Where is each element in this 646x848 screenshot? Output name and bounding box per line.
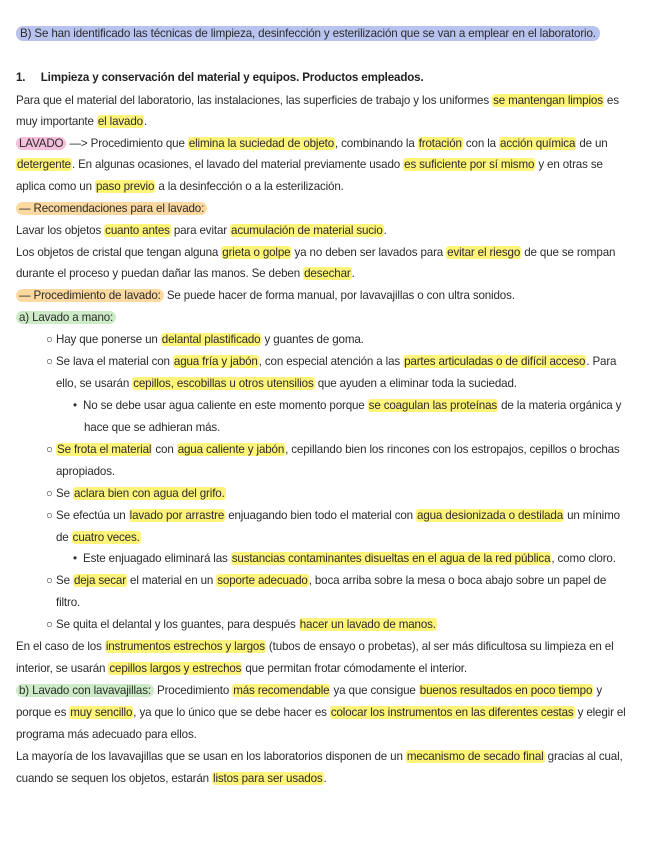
text-segment: ya que consigue xyxy=(330,684,419,697)
text-segment: aplica como un xyxy=(16,180,95,193)
lavado-term: LAVADO xyxy=(16,137,66,150)
highlighted-text: deja secar xyxy=(73,574,126,587)
text-segment: que permitan frotar cómodamente el interior. xyxy=(242,662,467,675)
highlighted-text: cuanto antes xyxy=(105,224,170,237)
text-segment: , ya que lo único que se debe hacer es xyxy=(133,706,330,719)
highlighted-text: acción química xyxy=(500,137,576,150)
list-item-continuation xyxy=(56,595,632,610)
highlighted-text: colocar los instrumentos en las diferentes cestas xyxy=(330,706,574,719)
text-segment: de que se rompan xyxy=(521,246,616,259)
highlighted-text: el lavado xyxy=(97,115,143,128)
text-segment: , con especial atención a las xyxy=(258,355,404,368)
highlighted-text: agua fría y jabón xyxy=(173,355,258,368)
list-item xyxy=(46,573,632,588)
paragraph-line xyxy=(16,179,632,194)
paragraph-line xyxy=(16,223,632,238)
paragraph-line xyxy=(16,727,632,742)
text-segment: a la desinfección o a la esterilización. xyxy=(155,180,344,193)
highlighted-text: listos para ser usados xyxy=(213,772,323,785)
text-segment: La mayoría de los lavavajillas que se usan en los laboratorios disponen de un xyxy=(16,750,406,763)
circle-bullet-icon: ○ xyxy=(46,443,53,456)
highlighted-text: paso previo xyxy=(95,180,155,193)
text-segment: de la materia orgánica y xyxy=(498,399,622,412)
criterion-heading xyxy=(16,26,632,41)
text-segment: — Procedimiento de lavado: xyxy=(16,289,164,302)
highlighted-text: delantal plastificado xyxy=(161,333,261,346)
text-segment: durante el proceso y puedan dañar las manos. Se deben xyxy=(16,267,304,280)
text-segment: . xyxy=(351,267,355,280)
manual-wash-heading xyxy=(16,310,632,325)
text-segment: para evitar xyxy=(170,224,231,237)
highlighted-text: frotación xyxy=(418,137,462,150)
highlighted-text: aclara bien con agua del grifo. xyxy=(73,487,225,500)
highlighted-text: sustancias contaminantes disueltas en el agua de la red pública xyxy=(231,552,551,565)
text-segment: con xyxy=(152,443,177,456)
highlighted-text: cepillos, escobillas u otros utensilios xyxy=(133,377,314,390)
text-segment: . Para xyxy=(586,355,617,368)
text-segment: Limpieza y conservación del material y equipos. Productos empleados. xyxy=(40,71,424,84)
highlighted-text: buenos resultados en poco tiempo xyxy=(419,684,593,697)
section-heading xyxy=(16,70,632,85)
recommendations-heading xyxy=(16,201,632,216)
text-segment: Se lava el material con xyxy=(56,355,173,368)
list-item xyxy=(46,442,632,457)
list-item xyxy=(46,508,632,523)
text-segment: B) Se han identificado las técnicas de limpieza, desinfección y esterilización que se van a emplear en el laboratorio. xyxy=(16,26,600,41)
highlighted-text: evitar el riesgo xyxy=(447,246,521,259)
highlighted-text: agua desionizada o destilada xyxy=(417,509,564,522)
paragraph-line xyxy=(16,771,632,786)
text-segment: Se puede hacer de forma manual, por lavavajillas o con ultra sonidos. xyxy=(163,289,515,302)
highlighted-text: agua caliente y jabón xyxy=(177,443,285,456)
highlighted-text: elimina la suciedad de objeto xyxy=(188,137,335,150)
paragraph-line xyxy=(16,705,632,720)
text-segment: Se xyxy=(56,487,73,500)
highlighted-text: detergente xyxy=(17,158,71,171)
circle-bullet-icon: ○ xyxy=(46,333,53,346)
highlighted-text: se mantengan limpios xyxy=(493,94,603,107)
highlighted-text: cepillos largos y estrechos xyxy=(109,662,242,675)
highlighted-text: cuatro veces. xyxy=(72,531,140,544)
highlighted-text: Se frota el material xyxy=(57,443,152,456)
highlighted-text: se coagulan las proteínas xyxy=(368,399,498,412)
text-segment: enjuagando bien todo el material con xyxy=(225,509,417,522)
list-item-continuation xyxy=(56,530,632,545)
text-segment: de xyxy=(56,531,72,544)
text-segment: Los objetos de cristal que tengan alguna xyxy=(16,246,222,259)
text-segment: Se efectúa un xyxy=(56,509,129,522)
circle-bullet-icon: ○ xyxy=(46,487,53,500)
highlighted-text: acumulación de material sucio xyxy=(231,224,383,237)
paragraph-line xyxy=(16,661,632,676)
text-segment: , cepillando bien los rincones con los estropajos, cepillos o brochas xyxy=(285,443,620,456)
highlighted-text: es suficiente por sí mismo xyxy=(404,158,535,171)
text-segment: Se quita el delantal y los guantes, para después xyxy=(56,618,299,631)
text-segment: , combinando la xyxy=(335,137,418,150)
text-segment: — Recomendaciones para el lavado: xyxy=(16,202,207,215)
text-segment: interior, se usarán xyxy=(16,662,109,675)
text-segment: que ayuden a eliminar toda la suciedad. xyxy=(314,377,517,390)
text-segment: . En algunas ocasiones, el lavado del material previamente usado xyxy=(71,158,404,171)
text-segment: No se debe usar agua caliente en este momento porque xyxy=(83,399,368,412)
text-segment: gracias al cual, xyxy=(544,750,623,763)
dot-bullet-icon: • xyxy=(73,552,77,565)
dot-bullet-icon: • xyxy=(73,399,77,412)
text-segment: , como cloro. xyxy=(551,552,616,565)
text-segment: . xyxy=(143,115,148,128)
text-segment: Procedimiento xyxy=(153,684,233,697)
paragraph-line xyxy=(16,749,632,764)
highlighted-text: lavado por arrastre xyxy=(129,509,225,522)
circle-bullet-icon: ○ xyxy=(46,509,53,522)
text-segment: ya no deben ser lavados para xyxy=(291,246,447,259)
text-segment: programa más adecuado para ellos. xyxy=(16,728,197,741)
highlighted-text: instrumentos estrechos y largos xyxy=(105,640,265,653)
text-segment: Lavar los objetos xyxy=(16,224,105,237)
paragraph-line xyxy=(16,245,632,260)
text-segment: y guantes de goma. xyxy=(261,333,364,346)
text-segment: ello, se usarán xyxy=(56,377,133,390)
circle-bullet-icon: ○ xyxy=(46,574,53,587)
text-segment: Hay que ponerse un xyxy=(56,333,161,346)
paragraph-line xyxy=(16,266,632,281)
text-segment: hace que se adhieran más. xyxy=(84,421,221,434)
text-segment: muy importante xyxy=(16,115,97,128)
highlighted-text: soporte adecuado xyxy=(217,574,308,587)
highlighted-text: partes articuladas o de difícil acceso xyxy=(404,355,586,368)
text-segment: cuando se sequen los objetos, estarán xyxy=(16,772,213,785)
dishwasher-heading-line xyxy=(16,683,632,698)
text-segment: y en otras se xyxy=(535,158,603,171)
highlighted-text: más recomendable xyxy=(233,684,330,697)
text-segment: es xyxy=(603,94,619,107)
text-segment: y xyxy=(593,684,602,697)
highlighted-text: muy sencillo xyxy=(70,706,133,719)
text-segment: Para que el material del laboratorio, las instalaciones, las superficies de trabajo y los uniformes xyxy=(16,94,493,107)
text-segment: a) Lavado a mano: xyxy=(16,311,116,324)
highlighted-text: mecanismo de secado final xyxy=(406,750,544,763)
circle-bullet-icon: ○ xyxy=(46,355,53,368)
text-segment: —> Procedimiento que xyxy=(66,137,188,150)
list-item xyxy=(46,332,632,347)
text-segment: con la xyxy=(462,137,500,150)
highlighted-text: hacer un lavado de manos. xyxy=(299,618,436,631)
text-segment: 1. xyxy=(16,71,26,84)
list-item-continuation xyxy=(56,464,632,479)
text-segment: b) Lavado con lavavajillas: xyxy=(16,684,154,697)
sub-list-item xyxy=(73,398,632,413)
text-segment: , boca arriba sobre la mesa o boca abajo sobre un papel de xyxy=(308,574,607,587)
definition-line xyxy=(16,136,632,151)
list-item xyxy=(46,354,632,369)
text-segment: y elegir el xyxy=(574,706,626,719)
text-segment: filtro. xyxy=(56,596,81,609)
list-item xyxy=(46,617,632,632)
sub-list-item xyxy=(73,551,632,566)
highlighted-text: grieta o golpe xyxy=(222,246,291,259)
paragraph-line xyxy=(16,157,632,172)
text-segment: Este enjuagado eliminará las xyxy=(83,552,231,565)
text-segment: el material en un xyxy=(126,574,217,587)
text-segment: . xyxy=(383,224,387,237)
procedure-heading xyxy=(16,288,632,303)
text-segment: apropiados. xyxy=(56,465,115,478)
paragraph-line xyxy=(16,93,632,108)
circle-bullet-icon: ○ xyxy=(46,618,53,631)
paragraph-line xyxy=(16,639,632,654)
text-segment: (tubos de ensayo o probetas), al ser más dificultosa su limpieza en el xyxy=(265,640,614,653)
text-segment: porque es xyxy=(16,706,70,719)
highlighted-text: desechar xyxy=(304,267,351,280)
paragraph-line xyxy=(16,114,632,129)
sub-list-item-continuation xyxy=(84,420,632,435)
text-segment: . xyxy=(323,772,327,785)
text-segment: En el caso de los xyxy=(16,640,105,653)
text-segment: un mínimo xyxy=(564,509,620,522)
text-segment: Se xyxy=(56,574,73,587)
list-item xyxy=(46,486,632,501)
list-item-continuation xyxy=(56,376,632,391)
text-segment: de un xyxy=(576,137,608,150)
